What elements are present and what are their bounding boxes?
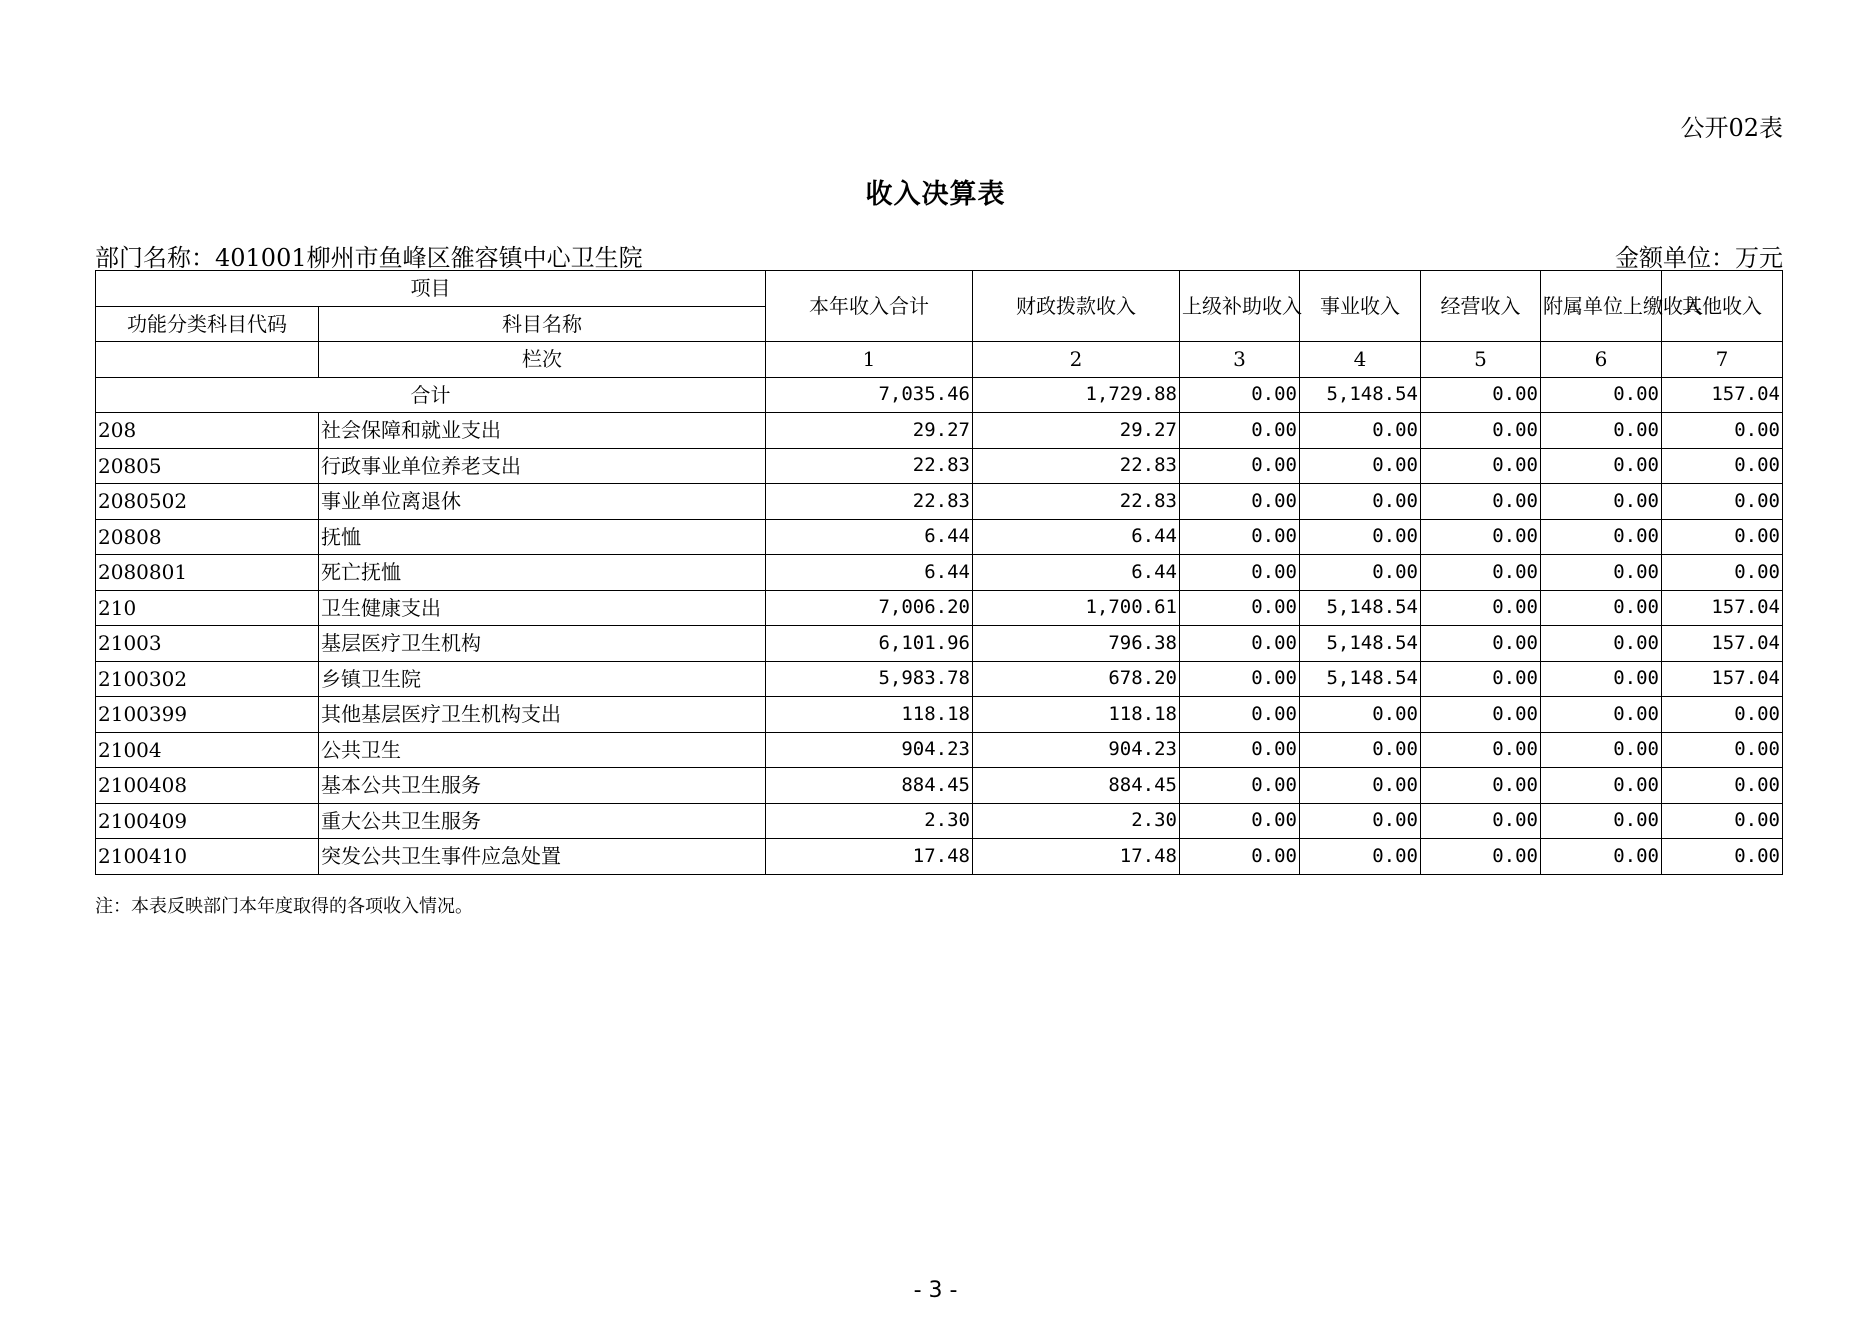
header-code: 功能分类科目代码 bbox=[96, 306, 319, 342]
row-value-6: 0.00 bbox=[1541, 590, 1662, 626]
row-name: 突发公共卫生事件应急处置 bbox=[319, 839, 766, 875]
header-col-2: 财政拨款收入 bbox=[973, 271, 1180, 342]
row-value-3: 0.00 bbox=[1180, 661, 1300, 697]
row-value-2: 884.45 bbox=[973, 768, 1180, 804]
unit-label: 金额单位：万元 bbox=[1615, 244, 1783, 272]
table-row bbox=[96, 484, 1783, 520]
header-seq-2: 2 bbox=[973, 342, 1180, 378]
row-value-5: 0.00 bbox=[1421, 803, 1541, 839]
row-value-7: 0.00 bbox=[1662, 732, 1783, 768]
row-code: 2100410 bbox=[96, 839, 319, 875]
row-code: 20805 bbox=[96, 448, 319, 484]
header-seq-6: 6 bbox=[1541, 342, 1662, 378]
row-name: 事业单位离退休 bbox=[319, 484, 766, 520]
row-value-4: 0.00 bbox=[1300, 839, 1421, 875]
row-value-2: 22.83 bbox=[973, 484, 1180, 520]
row-value-5: 0.00 bbox=[1421, 519, 1541, 555]
row-value-4: 5,148.54 bbox=[1300, 590, 1421, 626]
row-code: 21004 bbox=[96, 732, 319, 768]
row-value-4: 5,148.54 bbox=[1300, 626, 1421, 662]
row-value-2: 6.44 bbox=[973, 555, 1180, 591]
row-value-5: 0.00 bbox=[1421, 448, 1541, 484]
table-row bbox=[96, 732, 1783, 768]
row-value-4: 0.00 bbox=[1300, 697, 1421, 733]
header-row-1 bbox=[96, 271, 1783, 307]
row-value-2: 6.44 bbox=[973, 519, 1180, 555]
row-code: 210 bbox=[96, 590, 319, 626]
row-value-5: 0.00 bbox=[1421, 555, 1541, 591]
row-value-3: 0.00 bbox=[1180, 555, 1300, 591]
table-row bbox=[96, 768, 1783, 804]
header-col-3: 上级补助收入 bbox=[1180, 271, 1300, 342]
row-name: 卫生健康支出 bbox=[319, 590, 766, 626]
row-code: 2080502 bbox=[96, 484, 319, 520]
row-value-5: 0.00 bbox=[1421, 697, 1541, 733]
header-col-7: 其他收入 bbox=[1662, 271, 1783, 342]
row-value-1: 884.45 bbox=[766, 768, 973, 804]
row-value-7: 157.04 bbox=[1662, 590, 1783, 626]
total-value-5: 0.00 bbox=[1421, 377, 1541, 413]
header-empty bbox=[96, 342, 319, 378]
row-value-7: 0.00 bbox=[1662, 803, 1783, 839]
table-row bbox=[96, 626, 1783, 662]
row-code: 2100399 bbox=[96, 697, 319, 733]
row-value-1: 6.44 bbox=[766, 555, 973, 591]
table-note: 注：本表反映部门本年度取得的各项收入情况。 bbox=[95, 896, 473, 917]
form-number: 公开02表 bbox=[1680, 114, 1783, 142]
row-value-1: 22.83 bbox=[766, 448, 973, 484]
row-code: 20808 bbox=[96, 519, 319, 555]
total-row bbox=[96, 377, 1783, 413]
row-value-2: 2.30 bbox=[973, 803, 1180, 839]
row-value-5: 0.00 bbox=[1421, 839, 1541, 875]
row-value-7: 157.04 bbox=[1662, 626, 1783, 662]
row-value-5: 0.00 bbox=[1421, 661, 1541, 697]
row-value-3: 0.00 bbox=[1180, 590, 1300, 626]
row-value-2: 29.27 bbox=[973, 413, 1180, 449]
total-value-6: 0.00 bbox=[1541, 377, 1662, 413]
row-value-4: 5,148.54 bbox=[1300, 661, 1421, 697]
row-name: 其他基层医疗卫生机构支出 bbox=[319, 697, 766, 733]
row-value-2: 678.20 bbox=[973, 661, 1180, 697]
row-value-5: 0.00 bbox=[1421, 626, 1541, 662]
row-name: 基本公共卫生服务 bbox=[319, 768, 766, 804]
table-row bbox=[96, 413, 1783, 449]
row-code: 2100302 bbox=[96, 661, 319, 697]
header-seq-label: 栏次 bbox=[319, 342, 766, 378]
row-name: 行政事业单位养老支出 bbox=[319, 448, 766, 484]
row-name: 死亡抚恤 bbox=[319, 555, 766, 591]
row-value-7: 0.00 bbox=[1662, 413, 1783, 449]
row-name: 重大公共卫生服务 bbox=[319, 803, 766, 839]
row-value-2: 1,700.61 bbox=[973, 590, 1180, 626]
header-seq-5: 5 bbox=[1421, 342, 1541, 378]
total-label: 合计 bbox=[96, 377, 766, 413]
row-value-5: 0.00 bbox=[1421, 484, 1541, 520]
row-value-6: 0.00 bbox=[1541, 768, 1662, 804]
row-value-4: 0.00 bbox=[1300, 555, 1421, 591]
row-value-1: 904.23 bbox=[766, 732, 973, 768]
row-value-1: 6.44 bbox=[766, 519, 973, 555]
table-row bbox=[96, 803, 1783, 839]
row-name: 社会保障和就业支出 bbox=[319, 413, 766, 449]
row-value-3: 0.00 bbox=[1180, 697, 1300, 733]
row-value-7: 0.00 bbox=[1662, 768, 1783, 804]
row-code: 208 bbox=[96, 413, 319, 449]
row-value-2: 22.83 bbox=[973, 448, 1180, 484]
header-seq-4: 4 bbox=[1300, 342, 1421, 378]
total-value-1: 7,035.46 bbox=[766, 377, 973, 413]
row-value-7: 0.00 bbox=[1662, 697, 1783, 733]
header-seq-3: 3 bbox=[1180, 342, 1300, 378]
row-value-1: 5,983.78 bbox=[766, 661, 973, 697]
row-name: 公共卫生 bbox=[319, 732, 766, 768]
row-value-2: 118.18 bbox=[973, 697, 1180, 733]
table-row bbox=[96, 448, 1783, 484]
row-value-6: 0.00 bbox=[1541, 626, 1662, 662]
row-value-4: 0.00 bbox=[1300, 803, 1421, 839]
row-value-7: 0.00 bbox=[1662, 839, 1783, 875]
row-value-6: 0.00 bbox=[1541, 839, 1662, 875]
row-value-6: 0.00 bbox=[1541, 519, 1662, 555]
row-value-2: 796.38 bbox=[973, 626, 1180, 662]
table-row bbox=[96, 839, 1783, 875]
row-code: 2100409 bbox=[96, 803, 319, 839]
row-value-3: 0.00 bbox=[1180, 732, 1300, 768]
row-name: 基层医疗卫生机构 bbox=[319, 626, 766, 662]
header-col-6: 附属单位上缴收入 bbox=[1541, 271, 1662, 342]
header-col-4: 事业收入 bbox=[1300, 271, 1421, 342]
header-row-seq bbox=[96, 342, 1783, 378]
row-value-7: 0.00 bbox=[1662, 448, 1783, 484]
row-value-1: 22.83 bbox=[766, 484, 973, 520]
total-value-2: 1,729.88 bbox=[973, 377, 1180, 413]
table-row bbox=[96, 590, 1783, 626]
header-name: 科目名称 bbox=[319, 306, 766, 342]
row-value-3: 0.00 bbox=[1180, 839, 1300, 875]
row-value-3: 0.00 bbox=[1180, 448, 1300, 484]
row-value-6: 0.00 bbox=[1541, 803, 1662, 839]
row-value-7: 0.00 bbox=[1662, 555, 1783, 591]
row-value-3: 0.00 bbox=[1180, 768, 1300, 804]
row-value-3: 0.00 bbox=[1180, 626, 1300, 662]
header-seq-1: 1 bbox=[766, 342, 973, 378]
row-value-3: 0.00 bbox=[1180, 413, 1300, 449]
row-value-5: 0.00 bbox=[1421, 413, 1541, 449]
row-value-2: 904.23 bbox=[973, 732, 1180, 768]
page-title: 收入决算表 bbox=[865, 179, 1006, 210]
row-value-3: 0.00 bbox=[1180, 519, 1300, 555]
row-value-4: 0.00 bbox=[1300, 519, 1421, 555]
row-value-5: 0.00 bbox=[1421, 732, 1541, 768]
row-value-4: 0.00 bbox=[1300, 484, 1421, 520]
row-name: 抚恤 bbox=[319, 519, 766, 555]
row-value-6: 0.00 bbox=[1541, 555, 1662, 591]
row-value-4: 0.00 bbox=[1300, 413, 1421, 449]
row-value-1: 6,101.96 bbox=[766, 626, 973, 662]
row-value-6: 0.00 bbox=[1541, 484, 1662, 520]
row-value-6: 0.00 bbox=[1541, 697, 1662, 733]
row-value-5: 0.00 bbox=[1421, 590, 1541, 626]
total-value-4: 5,148.54 bbox=[1300, 377, 1421, 413]
header-col-5: 经营收入 bbox=[1421, 271, 1541, 342]
row-value-7: 157.04 bbox=[1662, 661, 1783, 697]
row-name: 乡镇卫生院 bbox=[319, 661, 766, 697]
income-table bbox=[95, 270, 1783, 875]
table-row bbox=[96, 555, 1783, 591]
row-code: 21003 bbox=[96, 626, 319, 662]
row-value-4: 0.00 bbox=[1300, 768, 1421, 804]
row-value-6: 0.00 bbox=[1541, 413, 1662, 449]
row-value-1: 17.48 bbox=[766, 839, 973, 875]
row-value-5: 0.00 bbox=[1421, 768, 1541, 804]
row-value-3: 0.00 bbox=[1180, 484, 1300, 520]
row-value-6: 0.00 bbox=[1541, 661, 1662, 697]
total-value-7: 157.04 bbox=[1662, 377, 1783, 413]
row-value-3: 0.00 bbox=[1180, 803, 1300, 839]
header-item: 项目 bbox=[96, 271, 766, 307]
row-code: 2080801 bbox=[96, 555, 319, 591]
row-value-1: 29.27 bbox=[766, 413, 973, 449]
row-value-2: 17.48 bbox=[973, 839, 1180, 875]
row-value-1: 118.18 bbox=[766, 697, 973, 733]
row-value-4: 0.00 bbox=[1300, 448, 1421, 484]
header-col-1: 本年收入合计 bbox=[766, 271, 973, 342]
row-value-1: 2.30 bbox=[766, 803, 973, 839]
total-value-3: 0.00 bbox=[1180, 377, 1300, 413]
row-value-6: 0.00 bbox=[1541, 448, 1662, 484]
row-value-6: 0.00 bbox=[1541, 732, 1662, 768]
table-row bbox=[96, 661, 1783, 697]
row-value-7: 0.00 bbox=[1662, 484, 1783, 520]
row-value-1: 7,006.20 bbox=[766, 590, 973, 626]
row-code: 2100408 bbox=[96, 768, 319, 804]
department-label: 部门名称：401001柳州市鱼峰区雒容镇中心卫生院 bbox=[95, 244, 643, 272]
row-value-7: 0.00 bbox=[1662, 519, 1783, 555]
table-row bbox=[96, 697, 1783, 733]
page-number: - 3 - bbox=[913, 1278, 958, 1303]
table-row bbox=[96, 519, 1783, 555]
header-seq-7: 7 bbox=[1662, 342, 1783, 378]
row-value-4: 0.00 bbox=[1300, 732, 1421, 768]
